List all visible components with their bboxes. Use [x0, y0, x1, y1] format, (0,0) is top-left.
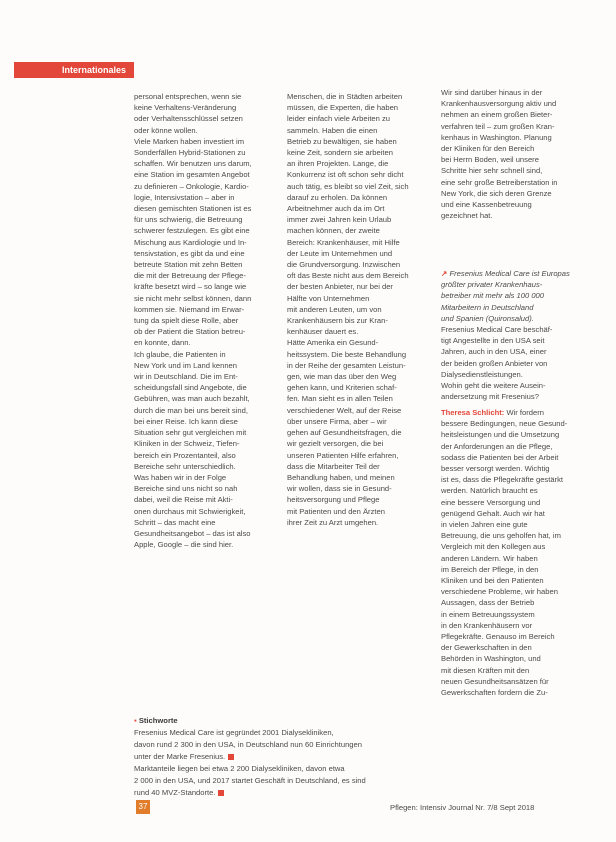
text-line: und eine Kassenbetreuung	[441, 200, 532, 210]
text-line: Viele Marken haben investiert im	[134, 136, 245, 146]
text-line: gehen auf Gesundheitsfragen, die	[287, 428, 402, 438]
section-label: Internationales	[14, 62, 134, 78]
text-line: oder Verhaltensschlüssel setzen	[134, 114, 243, 124]
text-line: machen können, der zweite	[287, 226, 380, 236]
text-line: Arbeitnehmer auch da im Ort	[287, 204, 385, 214]
text-line: die Grundversorgung. Inzwischen	[287, 260, 401, 270]
text-line: eine sehr große Betreiberstation in	[441, 177, 558, 187]
text-line: nehmen an einem großen Bieter-	[441, 110, 553, 120]
text-line: Kliniken in der Schweiz, Tiefen-	[134, 439, 240, 449]
article-column-1	[134, 91, 274, 550]
text-line: diesen gemischten Stationen ist es	[134, 204, 252, 214]
text-line: Ich glaube, die Patienten in	[134, 349, 226, 359]
text-line: verschiedener Welt, auf der Reise	[287, 405, 402, 415]
answer-line: Wir fordern	[506, 408, 544, 417]
answer-line: heitsleistungen und die Umsetzung	[441, 430, 560, 440]
info-line: der beiden großen Anbieter von	[441, 358, 548, 368]
text-line: Behandlung haben, und meinen	[287, 472, 395, 482]
answer-line: Behörden in Washington, und	[441, 654, 541, 664]
text-line: eine Station im gesamten Angebot	[134, 170, 250, 180]
info-line: Jahren, auch in den USA, einer	[441, 347, 547, 357]
text-line: Schritt – das macht eine	[134, 517, 216, 527]
text-line: zu definieren – Onkologie, Kardio-	[134, 181, 249, 191]
answer-line: im Bereich der Pflege, in den	[441, 564, 539, 574]
text-line: auch tätig, es bleibt so viel Zeit, sich	[287, 181, 409, 191]
text-line: Bereiche sehr unterschiedlich.	[134, 461, 236, 471]
text-line: tensivstation, es gibt da und eine	[134, 248, 245, 258]
text-line: unseren Patienten Hilfe erfahren,	[287, 450, 399, 460]
text-line: New York, die sich deren Grenze	[441, 188, 552, 198]
info-box	[441, 268, 584, 402]
text-line: Gesundheitsangebot – das ist also	[134, 528, 251, 538]
text-line: mit anderen Leuten, um von	[287, 304, 382, 314]
text-line: gezeichnet hat.	[441, 211, 493, 221]
text-line: kenhäuser dauert es.	[287, 327, 359, 337]
text-line: heitssystem. Die beste Behandlung	[287, 349, 407, 359]
answer-line: neuen Gesundheitsansätzen für	[441, 676, 549, 686]
answer-line: Betreuung, die uns geholfen hat, im	[441, 531, 561, 541]
text-line: an ihren Projekten. Lange, die	[287, 159, 389, 169]
article-column-3	[441, 87, 584, 221]
text-line: leider einfach viele Arbeiten zu	[287, 114, 391, 124]
text-line: fen. Man sieht es in allen Teilen	[287, 394, 393, 404]
text-line: schaffen. Wir benutzen uns darum,	[134, 159, 252, 169]
keyword-line: unter der Marke Fresenius.	[134, 751, 434, 763]
bullet-icon: ▪	[134, 716, 137, 725]
info-line: Wohin geht die weitere Ausein-	[441, 381, 546, 391]
text-line: Schritte hier sehr schnell sind,	[441, 166, 543, 176]
answer-line: bessere Bedingungen, neue Gesund-	[441, 419, 568, 429]
answer-line: ist es, dass die Pflegekräfte gestärkt	[441, 475, 563, 485]
keyword-line: davon rund 2 300 in den USA, in Deutschland nun 60 Einrichtungen	[134, 740, 362, 749]
info-line: Dialysedienstleistungen.	[441, 369, 523, 379]
text-line: Mischung aus Kardiologie und In-	[134, 237, 247, 247]
text-line: der Leute im Unternehmen und	[287, 248, 393, 258]
keywords-title: Stichworte	[138, 716, 178, 725]
info-line: und Spanien (Quironsalud).	[441, 313, 534, 323]
text-line: in der Reihe der gesamten Leistun-	[287, 360, 406, 370]
answer-line: eine bessere Versorgung und	[441, 497, 541, 507]
text-line: Krankenhäusern bis zur Kran-	[287, 316, 388, 326]
text-line: gehen kann, und Kriterien schaf-	[287, 383, 397, 393]
answer-line: genügend Gehalt. Auch wir hat	[441, 508, 545, 518]
text-line: sammeln. Haben die einen	[287, 125, 378, 135]
answer-line: Pflegekräfte. Genauso im Bereich	[441, 632, 555, 642]
text-line: verfahren teil – zum großen Kran-	[441, 121, 555, 131]
text-line: en konnte, dann.	[134, 338, 191, 348]
text-line: Apple, Google – die sind hier.	[134, 540, 234, 550]
info-line: Mitarbeitern in Deutschland	[441, 302, 534, 312]
text-line: die mit der Betreuung der Pflege-	[134, 271, 246, 281]
text-line: betreute Station mit zehn Betten	[134, 260, 243, 270]
text-line: immer zwei Jahren kein Urlaub	[287, 215, 392, 225]
keyword-line: rund 40 MVZ-Standorte.	[134, 787, 434, 799]
answer-line: werden. Natürlich braucht es	[441, 486, 538, 496]
end-mark-icon	[218, 790, 224, 796]
text-line: Situation sehr gut vergleichen mit	[134, 428, 247, 438]
text-line: Wir sind darüber hinaus in der	[441, 88, 543, 97]
text-line: ob der Patient die Station betreu-	[134, 327, 246, 337]
answer-line: anderen Ländern. Wir haben	[441, 553, 538, 563]
text-line: über unsere Firma, aber – wir	[287, 416, 387, 426]
text-line: kommen sie. Niemand im Erwar-	[134, 304, 245, 314]
keyword-line: Marktanteile liegen bei etwa 2 200 Dialysekliniken, davon etwa	[134, 764, 345, 773]
answer-line: Gewerkschaften fordern die Zu-	[441, 688, 548, 698]
text-line: wir wollen, dass sie in Gesund-	[287, 484, 392, 494]
text-line: Menschen, die in Städten arbeiten	[287, 92, 403, 101]
text-line: kenhaus in Washington. Planung	[441, 132, 552, 142]
text-line: der Kliniken für den Bereich	[441, 144, 535, 154]
answer-line: verschiedene Probleme, wir haben	[441, 587, 558, 597]
answer-line: in den Krankenhäusern vor	[441, 620, 533, 630]
info-line: Fresenius Medical Care ist Europas	[449, 269, 570, 278]
arrow-icon: ↗	[441, 269, 448, 278]
text-line: New York und im Land kennen	[134, 360, 238, 370]
text-line: müssen, die Experten, die haben	[287, 103, 399, 113]
text-line: ihrer Zeit zu Arzt umgehen.	[287, 517, 379, 527]
info-line: tigt Angestellte in den USA seit	[441, 336, 545, 346]
text-line: sie nicht mehr selbst können, dann	[134, 293, 252, 303]
text-line: logie, Intensivstation – aber in	[134, 192, 235, 202]
keyword-line: 2 000 in den USA, und 2017 startet Geschäft in Deutschland, es sind	[134, 776, 366, 785]
answer-line: in einem Betreuungssystem	[441, 609, 535, 619]
text-line: heitsversorgung und Pflege	[287, 495, 380, 505]
text-line: wir in Deutschland. Die im Ent-	[134, 372, 238, 382]
keyword-line: Fresenius Medical Care ist gegründet 2001 Dialysekliniken,	[134, 728, 334, 737]
text-line: dabei, weil die Reise mit Akti-	[134, 495, 233, 505]
text-line: mit Patienten und den Ärzten	[287, 506, 385, 516]
text-line: personal entsprechen, wenn sie	[134, 92, 242, 101]
info-line: betreiber mit mehr als 100 000	[441, 291, 544, 301]
text-line: Gebühren, was man auch bezahlt,	[134, 394, 250, 404]
text-line: Hätte Amerika ein Gesund-	[287, 338, 379, 348]
info-line: andersetzung mit Fresenius?	[441, 392, 539, 402]
text-line: durch die man bei uns bereit sind,	[134, 405, 248, 415]
publication-info: Pflegen: Intensiv Journal Nr. 7/8 Sept 2018	[390, 803, 535, 812]
answer-line: der Anforderungen an die Pflege,	[441, 441, 553, 451]
answer-line: sodass die Patienten bei der Arbeit	[441, 452, 559, 462]
text-line: Hälfte von Unternehmen	[287, 293, 370, 303]
keywords-box	[134, 715, 434, 799]
article-column-3-answer	[441, 407, 584, 698]
answer-line: der Gewerkschaften in den	[441, 643, 532, 653]
text-line: der besten Anbieter, nur bei der	[287, 282, 393, 292]
text-line: onen durchaus mit Schwierigkeit,	[134, 506, 246, 516]
text-line: Konkurrenz ist oft schon sehr dicht	[287, 170, 404, 180]
text-line: für uns schwierig, die Betreuung	[134, 215, 243, 225]
text-line: Betrieb zu bewältigen, sie haben	[287, 136, 397, 146]
text-line: keine Zeit, sondern sie arbeiten	[287, 148, 393, 158]
article-column-2	[287, 91, 427, 528]
end-mark-icon	[228, 754, 234, 760]
text-line: dass die Mitarbeiter Teil der	[287, 461, 380, 471]
page-number: 37	[136, 800, 150, 814]
text-line: bereich ein Prozentanteil, also	[134, 450, 236, 460]
text-line: Was haben wir in der Folge	[134, 472, 227, 482]
text-line: oft das Beste nicht aus dem Bereich	[287, 271, 409, 281]
info-line: größter privater Krankenhaus-	[441, 280, 543, 290]
text-line: scheidungsfall sind Angebote, die	[134, 383, 247, 393]
text-line: gen, wie man das über den Weg	[287, 372, 397, 382]
speaker-name: Theresa Schlicht:	[441, 408, 505, 417]
answer-line: Kliniken und bei den Patienten	[441, 576, 544, 586]
text-line: kräfte besetzt wird – so lange wie	[134, 282, 247, 292]
text-line: Krankenhausversorgung aktiv und	[441, 99, 557, 109]
text-line: Bereiche sind uns nicht so nah	[134, 484, 238, 494]
text-line: keine Verhaltens-Veränderung	[134, 103, 237, 113]
text-line: tung da spielt diese Rolle, aber	[134, 316, 239, 326]
text-line: darauf zu erholen. Da können	[287, 192, 388, 202]
info-line: Fresenius Medical Care beschäf-	[441, 325, 553, 335]
text-line: bei einer Reise. Ich kann diese	[134, 416, 238, 426]
text-line: wir gezielt versorgen, die bei	[287, 439, 384, 449]
answer-line: Vergleich mit den Kollegen aus	[441, 542, 546, 552]
answer-line: mit diesen Kräften mit den	[441, 665, 530, 675]
answer-line: Aussagen, dass der Betrieb	[441, 598, 535, 608]
text-line: schwerer festzulegen. Es gibt eine	[134, 226, 250, 236]
answer-line: besser versorgt werden. Wichtig	[441, 464, 550, 474]
text-line: oder könne wollen.	[134, 125, 198, 135]
answer-line: in vielen Jahren eine gute	[441, 520, 528, 530]
text-line: Bereich: Krankenhäuser, mit Hilfe	[287, 237, 400, 247]
text-line: Sonderfällen Hybrid-Stationen zu	[134, 148, 246, 158]
text-line: bei Herrn Boden, weil unsere	[441, 155, 539, 165]
